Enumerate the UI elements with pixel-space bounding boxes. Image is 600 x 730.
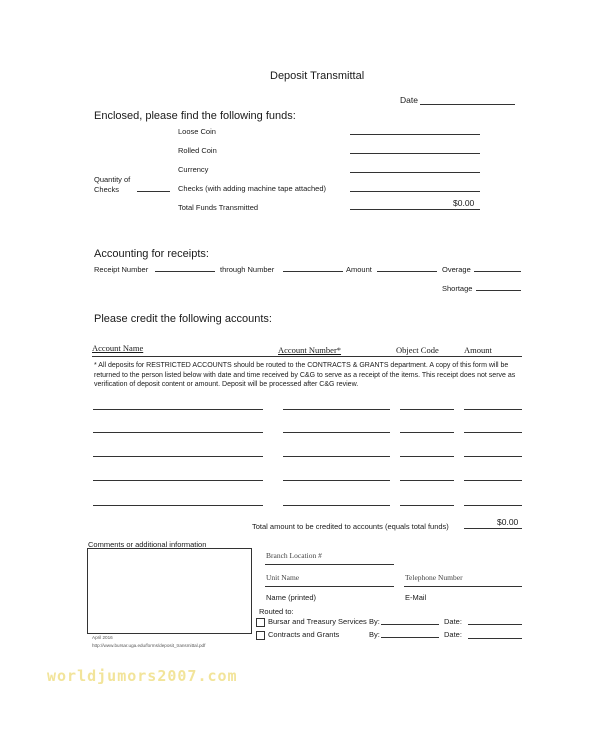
col-account-number: Account Number* (278, 345, 342, 355)
checks-field[interactable] (350, 191, 480, 192)
account-name-field[interactable] (93, 480, 263, 481)
account-number-field[interactable] (283, 505, 390, 506)
bursar-option-label: Bursar and Treasury Services (268, 617, 367, 626)
checks-label: Checks (with adding machine tape attached) (178, 184, 327, 193)
object-code-field[interactable] (400, 480, 454, 481)
branch-location-label: Branch Location # (266, 551, 322, 560)
rolled-coin-field[interactable] (350, 153, 480, 154)
total-funds-field[interactable] (350, 209, 480, 210)
receipts-heading: Accounting for receipts: (94, 248, 209, 260)
date-label: Date (400, 95, 418, 105)
by-label: By: (369, 630, 380, 639)
object-code-field[interactable] (400, 456, 454, 457)
shortage-field[interactable] (476, 290, 521, 291)
col-object-code: Object Code (396, 345, 439, 355)
comments-label: Comments or additional information (88, 540, 207, 549)
routed-to-label: Routed to: (259, 607, 294, 616)
total-funds-label: Total Funds Transmitted (178, 203, 259, 212)
name-printed-label: Name (printed) (266, 593, 317, 602)
contracts-date-field[interactable] (468, 638, 522, 639)
through-number-field[interactable] (283, 271, 343, 272)
account-name-field[interactable] (93, 432, 263, 433)
account-amount-field[interactable] (464, 409, 522, 410)
bursar-by-field[interactable] (381, 624, 439, 625)
account-name-field[interactable] (93, 505, 263, 506)
comments-box[interactable] (87, 548, 252, 634)
currency-label: Currency (178, 165, 209, 174)
account-amount-field[interactable] (464, 505, 522, 506)
object-code-field[interactable] (400, 505, 454, 506)
currency-field[interactable] (350, 172, 480, 173)
account-number-field[interactable] (283, 456, 390, 457)
unit-name-field[interactable] (265, 586, 394, 587)
account-number-field[interactable] (283, 409, 390, 410)
loose-coin-field[interactable] (350, 134, 480, 135)
overage-field[interactable] (474, 271, 521, 272)
account-number-field[interactable] (283, 432, 390, 433)
header-rule (92, 356, 522, 357)
quantity-label: Quantity of (94, 175, 131, 184)
accounts-total-value: $0.00 (497, 517, 519, 527)
account-name-field[interactable] (93, 456, 263, 457)
form-url: http://www.bursar.uga.edu/forms/deposit_transmittal.pdf (92, 643, 206, 648)
date-label-routing: Date: (444, 617, 462, 626)
quantity-of-checks-field[interactable] (137, 191, 170, 192)
through-number-label: through Number (220, 265, 275, 274)
col-account-name: Account Name (92, 343, 144, 353)
amount-label: Amount (346, 265, 372, 274)
rolled-coin-label: Rolled Coin (178, 146, 217, 155)
receipt-number-field[interactable] (155, 271, 215, 272)
telephone-field[interactable] (404, 586, 522, 587)
by-label: By: (369, 617, 380, 626)
date-label-routing: Date: (444, 630, 462, 639)
branch-location-field[interactable] (265, 564, 394, 565)
date-field[interactable] (420, 104, 515, 105)
email-label: E-Mail (405, 593, 427, 602)
page-title: Deposit Transmittal (270, 70, 365, 82)
accounts-total-label: Total amount to be credited to accounts (equals total funds) (252, 522, 449, 531)
shortage-label: Shortage (442, 284, 473, 293)
contracts-option-label: Contracts and Grants (268, 630, 340, 639)
quantity-checks-label: Checks (94, 185, 120, 194)
contracts-by-field[interactable] (381, 637, 439, 638)
account-name-field[interactable] (93, 409, 263, 410)
accounts-total-field[interactable] (464, 528, 522, 529)
contracts-checkbox[interactable] (256, 631, 265, 640)
account-number-field[interactable] (283, 480, 390, 481)
accounts-heading: Please credit the following accounts: (94, 313, 272, 325)
col-amount: Amount (464, 345, 492, 355)
bursar-checkbox[interactable] (256, 618, 265, 627)
restricted-accounts-note: * All deposits for RESTRICTED ACCOUNTS should be routed to the CONTRACTS & GRANTS department. A copy of this form will be returned to the person listed below with date and time received by C&G to serve as a receipt of the items. This receipt does not serve as verification of deposit content or amount. Deposit will be processed after C&G review. (94, 362, 516, 389)
revision-date: April 2016 (92, 635, 113, 640)
total-funds-value: $0.00 (453, 198, 475, 208)
bursar-date-field[interactable] (468, 624, 522, 625)
account-amount-field[interactable] (464, 480, 522, 481)
account-amount-field[interactable] (464, 432, 522, 433)
unit-name-label: Unit Name (266, 573, 300, 582)
object-code-field[interactable] (400, 409, 454, 410)
watermark-text: worldjumors2007.com (47, 667, 238, 685)
funds-heading: Enclosed, please find the following funds: (94, 110, 296, 122)
account-amount-field[interactable] (464, 456, 522, 457)
telephone-label: Telephone Number (405, 573, 463, 582)
receipt-number-label: Receipt Number (94, 265, 149, 274)
amount-field[interactable] (377, 271, 437, 272)
object-code-field[interactable] (400, 432, 454, 433)
overage-label: Overage (442, 265, 471, 274)
loose-coin-label: Loose Coin (178, 127, 216, 136)
